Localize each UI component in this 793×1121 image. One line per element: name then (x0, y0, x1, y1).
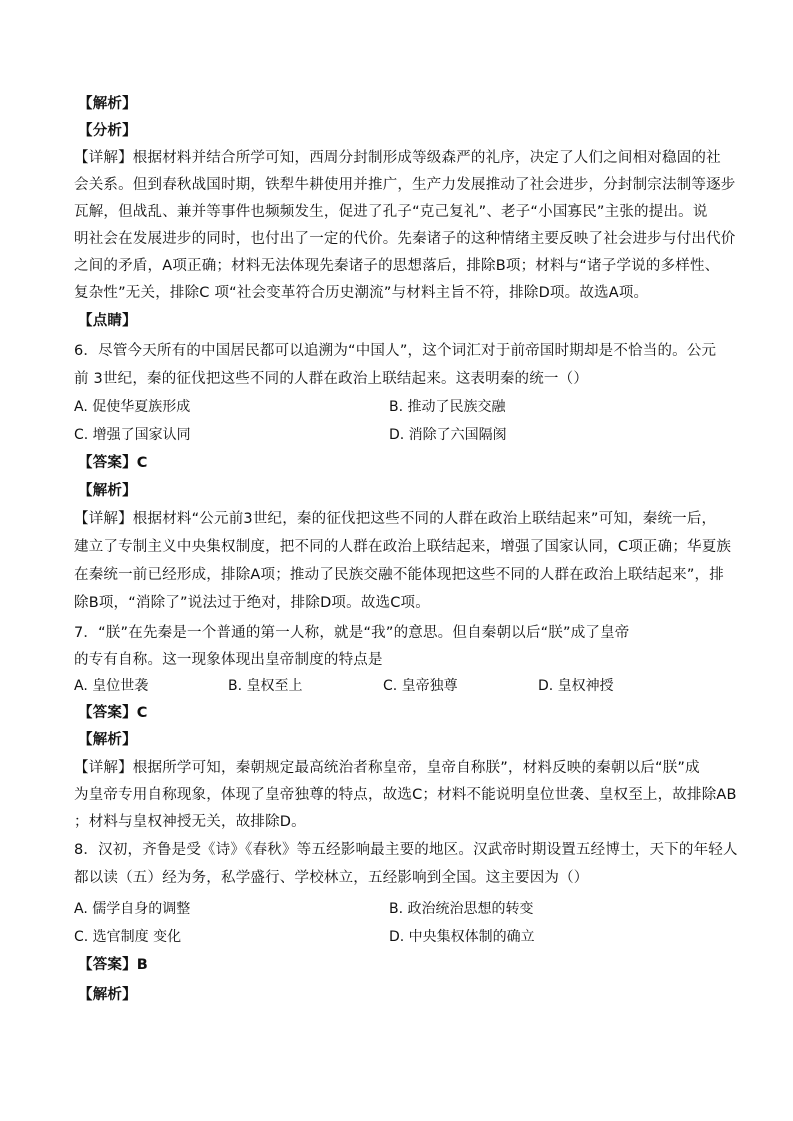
q6-option-a: A. 促使华夏族形成 (74, 399, 191, 415)
q7-stem-line: 的专有自称。这一现象体现出皇帝制度的特点是 (74, 652, 383, 668)
q6-jiexi-label: 【解析】 (78, 483, 137, 499)
q8-jiexi-label: 【解析】 (78, 987, 137, 1003)
q5-detail-line: 瓦解，但战乱、兼并等事件也频频发生，促进了孔子“克己复礼”、老子“小国寡民”主张的提出。说 (74, 204, 708, 220)
q6-answer: 【答案】C (78, 455, 148, 471)
q7-stem-line: 7．“朕”在先秦是一个普通的第一人称，就是“我”的意思。但自秦朝以后“朕”成了皇帝 (74, 625, 630, 641)
q5-dianjing-label: 【点睛】 (78, 313, 137, 329)
q8-stem-line: 都以读（五）经为务，私学盛行、学校林立，五经影响到全国。这主要因为（） (74, 870, 589, 886)
q7-option-d: D. 皇权神授 (538, 678, 614, 694)
q5-detail-line: 明社会在发展进步的同时，也付出了一定的代价。先秦诸子的这种情绪主要反映了社会进步与付出代价 (74, 231, 736, 247)
q5-detail-line: 复杂性”无关，排除C 项“社会变革符合历史潮流”与材料主旨不符，排除D项。故选A项。 (74, 285, 649, 301)
q7-option-c: C. 皇帝独尊 (383, 678, 458, 694)
q6-detail-line: 【详解】根据材料“公元前3世纪，秦的征伐把这些不同的人群在政治上联结起来”可知，秦统一后， (74, 511, 717, 527)
q6-detail-line: 除B项，“消除了”说法过于绝对，排除D项。故选C项。 (74, 595, 430, 611)
q6-option-c: C. 增强了国家认同 (74, 427, 191, 443)
q6-option-b: B. 推动了民族交融 (389, 399, 506, 415)
q7-detail-line: 【详解】根据所学可知，秦朝规定最高统治者称皇帝，皇帝自称朕”，材料反映的秦朝以后“朕”成 (74, 760, 700, 776)
q8-option-a: A. 儒学自身的调整 (74, 901, 191, 917)
q5-detail-line: 【详解】根据材料并结合所学可知，西周分封制形成等级森严的礼序，决定了人们之间相对稳固的社 (74, 150, 721, 166)
q6-detail-line: 建立了专制主义中央集权制度，把不同的人群在政治上联结起来，增强了国家认同，C项正确；华夏族 (74, 539, 732, 555)
q7-jiexi-label: 【解析】 (78, 732, 137, 748)
q7-detail-line: ；材料与皇权神授无关，故排除D。 (74, 814, 306, 830)
q7-option-a: A. 皇位世袭 (74, 678, 149, 694)
q8-option-c: C. 选官制度 变化 (74, 929, 182, 945)
q8-option-d: D. 中央集权体制的确立 (389, 929, 535, 945)
q8-option-b: B. 政治统治思想的转变 (389, 901, 534, 917)
q7-detail-line: 为皇帝专用自称现象，体现了皇帝独尊的特点，故选C；材料不能说明皇位世袭、皇权至上，故排除AB (74, 787, 737, 803)
q5-detail-line: 会关系。但到春秋战国时期，铁犁牛耕使用并推广，生产力发展推动了社会进步，分封制宗法制等逐步 (74, 177, 736, 193)
q8-stem-line: 8．汉初，齐鲁是受《诗》《春秋》等五经影响最主要的地区。汉武帝时期设置五经博士，天下的年轻人 (74, 842, 738, 858)
q7-answer: 【答案】C (78, 705, 148, 721)
q6-detail-line: 在秦统一前已经形成，排除A项；推动了民族交融不能体现把这些不同的人群在政治上联结起来”，排 (74, 567, 724, 583)
q8-answer: 【答案】B (78, 957, 149, 973)
q6-stem-line: 6．尽管今天所有的中国居民都可以追溯为“中国人”，这个词汇对于前帝国时期却是不恰当的。公元 (74, 343, 717, 359)
q5-detail-line: 之间的矛盾，A项正确；材料无法体现先秦诸子的思想落后，排除B项；材料与“诸子学说的多样性、 (74, 258, 720, 274)
q5-fenxi-label: 【分析】 (78, 123, 137, 139)
q6-option-d: D. 消除了六国隔阂 (389, 427, 507, 443)
q5-jiexi-label: 【解析】 (78, 96, 137, 112)
q6-stem-line: 前 3世纪，秦的征伐把这些不同的人群在政治上联结起来。这表明秦的统一（） (74, 371, 589, 387)
q7-option-b: B. 皇权至上 (228, 678, 303, 694)
